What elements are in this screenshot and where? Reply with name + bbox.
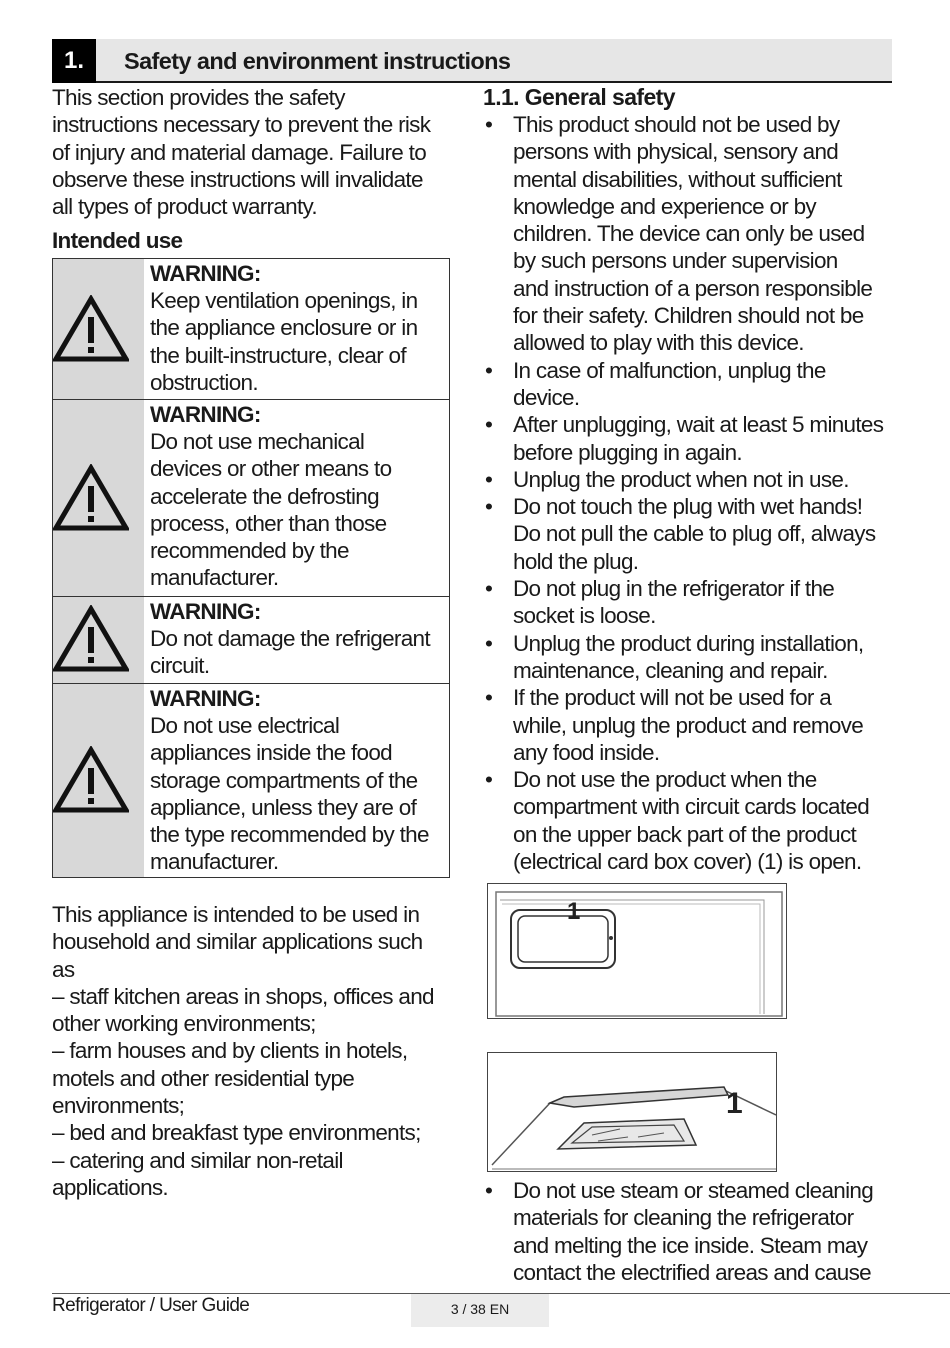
warning-line: appliances inside the food [150,740,392,766]
bullet-dot: • [485,112,493,137]
bullet-line: Do not use steam or steamed cleaning [513,1178,874,1203]
section-number: 1. [52,39,96,83]
bullet-dot: • [485,357,493,383]
bullet-line: persons with physical, sensory and [513,139,839,165]
warning-line: devices or other means to [150,456,392,482]
bullet-line: Unplug the product during installation, [513,630,864,656]
list-item [483,575,883,630]
bullet-line: maintenance, cleaning and repair. [513,657,828,683]
warning-text [150,598,430,680]
bullet-dot: • [485,1178,493,1203]
bullet-line: mental disabilities, without sufficient [513,166,842,192]
warning-text [150,260,417,396]
warning-triangle-icon [53,464,129,532]
list-item [483,493,883,575]
warning-icon-cell [53,400,144,596]
bullet-line: children. The device can only be used [513,221,865,247]
warning-line: manufacturer. [150,849,279,875]
figure-callout: 1 [726,1087,743,1120]
bullet-line: In case of malfunction, unplug the [513,357,826,383]
warning-title: WARNING: [150,599,261,624]
bullet-line: If the product will not be used for a [513,685,832,711]
bullet-line: contact the electrified areas and cause [513,1259,871,1285]
bullet-dot: • [485,630,493,656]
warning-title: WARNING: [150,402,261,427]
warning-line: obstruction. [150,369,258,395]
bullet-line: hold the plug. [513,548,639,574]
bullet-line: Do not pull the cable to plug off, always [513,521,876,547]
bullet-dot: • [485,685,493,711]
list-item [483,684,883,766]
general-safety-bullet-list [483,111,883,875]
bullet-line: compartment with circuit cards located [513,794,870,820]
list-item [483,766,883,875]
list-item [483,466,883,493]
warning-text [150,401,391,591]
usage-line: other working environments; [52,1011,316,1037]
usage-line: motels and other residential type [52,1065,355,1091]
intended-use-paragraph [52,901,434,1201]
bullet-line: This product should not be used by [513,112,840,137]
warning-line: Do not damage the refrigerant [150,626,430,652]
warning-line: circuit. [150,653,210,679]
list-item [483,1177,873,1286]
bullet-line: and instruction of a person responsible [513,275,873,301]
warning-icon-cell [53,597,144,683]
list-item [483,411,883,466]
bullet-line: by such persons under supervision [513,248,838,274]
warning-line: storage compartments of the [150,767,418,793]
usage-line: This appliance is intended to be used in [52,902,420,927]
list-item [483,111,883,357]
section-title: Safety and environment instructions [124,48,511,74]
general-safety-bullet-list-continued [483,1177,873,1286]
warning-line: Do not use electrical [150,713,340,739]
warning-line: Do not use mechanical [150,429,365,455]
warning-triangle-icon [53,295,129,363]
usage-line: household and similar applications such [52,929,423,955]
usage-line: environments; [52,1093,185,1119]
bullet-line: allowed to play with this device. [513,330,804,356]
warning-row [52,596,450,684]
bullet-line: knowledge and experience or by [513,193,816,219]
footer-document-title: Refrigerator / User Guide [52,1295,250,1316]
warning-line: the appliance enclosure or in [150,315,418,341]
bullet-line: for their safety. Children should not be [513,303,864,329]
bullet-line: materials for cleaning the refrigerator [513,1205,854,1231]
bullet-line: After unplugging, wait at least 5 minutes [513,412,884,438]
bullet-line: any food inside. [513,739,660,765]
bullet-dot: • [485,466,493,492]
bullet-line: before plugging in again. [513,439,742,465]
warning-line: process, other than those [150,510,387,536]
bullet-line: (electrical card box cover) (1) is open. [513,849,862,875]
warning-line: Keep ventilation openings, in [150,288,418,314]
intro-paragraph [52,84,430,220]
bullet-line: Unplug the product when not in use. [513,466,849,492]
intro-line: of injury and material damage. Failure to [52,139,427,165]
warning-row [52,399,450,597]
bullet-line: device. [513,384,580,410]
warning-triangle-icon [53,746,129,814]
warning-text [150,685,429,875]
bullet-line: on the upper back part of the product [513,821,857,847]
list-item [483,357,883,412]
bullet-line: socket is loose. [513,603,656,629]
usage-line: as [52,956,75,982]
bullet-dot: • [485,767,493,793]
warning-row [52,683,450,878]
bullet-line: Do not touch the plug with wet hands! [513,494,863,520]
figure-callout: 1 [567,898,581,925]
intro-line: This section provides the safety [52,85,345,110]
warning-line: appliance, unless they are of [150,794,417,820]
usage-line: – staff kitchen areas in shops, offices and [52,983,434,1009]
card-box-figure [487,883,787,1019]
warning-title: WARNING: [150,261,261,286]
bullet-line: while, unplug the product and remove [513,712,864,738]
warning-line: accelerate the defrosting [150,483,379,509]
intro-line: observe these instructions will invalidate [52,166,423,192]
warning-row [52,258,450,400]
usage-line: – farm houses and by clients in hotels, [52,1038,408,1064]
warning-icon-cell [53,684,144,877]
bullet-dot: • [485,412,493,438]
usage-line: – catering and similar non-retail [52,1147,343,1173]
warning-line: manufacturer. [150,565,279,591]
list-item [483,630,883,685]
bullet-line: Do not plug in the refrigerator if the [513,576,835,602]
warning-line: the type recommended by the [150,821,429,847]
intro-line: all types of product warranty. [52,194,317,220]
bullet-line: and melting the ice inside. Steam may [513,1232,868,1258]
usage-line: applications. [52,1174,168,1200]
general-safety-heading: 1.1. General safety [483,84,675,110]
bullet-dot: • [485,494,493,520]
card-box-drawing [488,884,786,1018]
warning-icon-cell [53,259,144,399]
usage-line: – bed and breakfast type environments; [52,1120,421,1146]
intro-line: instructions necessary to prevent the risk [52,112,431,138]
bullet-line: Do not use the product when the [513,767,817,793]
page-number: 3 / 38 EN [411,1294,549,1327]
warning-line: recommended by the [150,537,349,563]
bullet-dot: • [485,576,493,602]
warning-line: the built-instructure, clear of [150,342,406,368]
warning-triangle-icon [53,605,129,673]
warning-title: WARNING: [150,686,261,711]
intended-use-heading: Intended use [52,228,183,253]
card-box-top-figure [487,1052,777,1172]
